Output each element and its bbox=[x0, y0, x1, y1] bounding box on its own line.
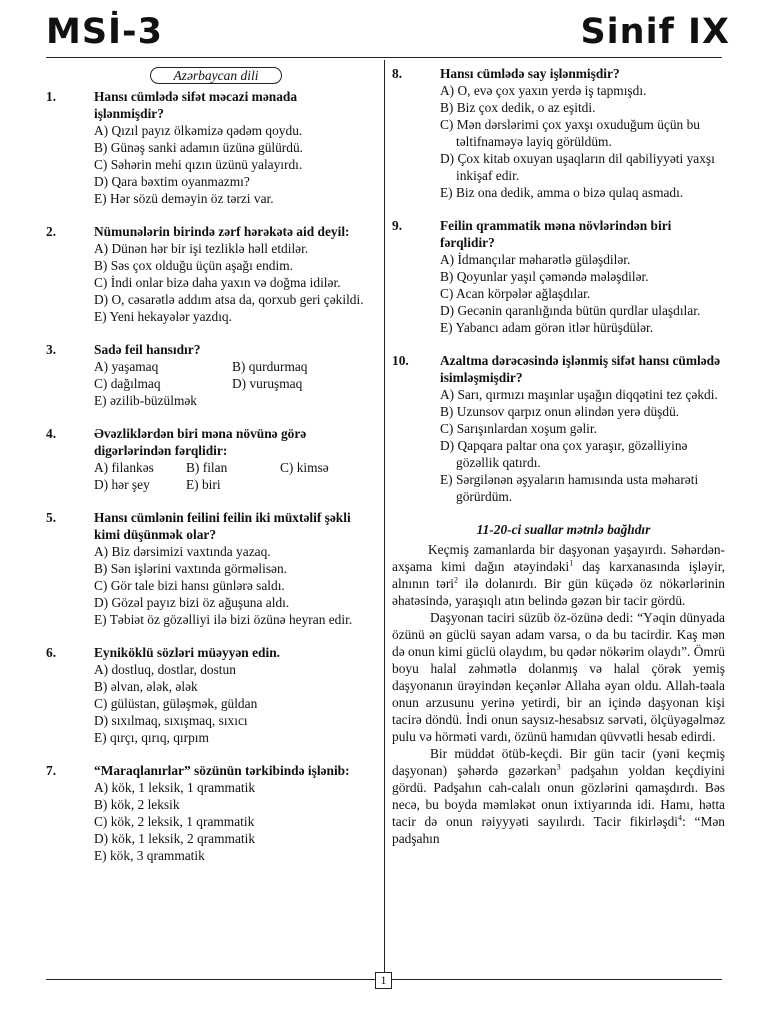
question-stem: Sadə feil hansıdır? bbox=[94, 342, 201, 357]
answer-option: E) Sərgilənən əşyaların hamısında usta məharəti görürdüm. bbox=[440, 472, 699, 504]
left-column bbox=[46, 65, 366, 880]
answer-option: A) yaşamaq bbox=[94, 359, 159, 374]
question-number: 8. bbox=[392, 66, 403, 81]
answer-option: E) Yabancı adam görən itlər hürüşdülər. bbox=[440, 320, 654, 335]
question-stem: “Maraqlanırlar” sözünün tərkibində işlənib: bbox=[94, 763, 350, 778]
answer-option: A) Qızıl payız ölkəmizə qədəm qoydu. bbox=[94, 123, 303, 138]
answer-option: A) Dünən hər bir işi tezliklə həll etdilər. bbox=[94, 241, 309, 256]
passage-paragraph: Daşyonan taciri süzüb öz-özünə dedi: “Yəqin dünyada özünü ən güclü sayan adam varsa, o da bu tacirdir. Kaş mən də onun kimi güclü olaydım, bu qədər nökərim olaydı”. Ömrü boyu halal zəhmətlə dolanmış və halal çörək yemiş daşyonanın ürəyindən keçənlər Allaha əyan oldu. Allah-təala onun arzusunu yerinə yetirdi, bir an içində daşyonan kişi tacirə döndü. İndi onun saysız-hesabsız sərvəti, ölçüyəgəlməz pulu və hörməti vardı, özünü hamıdan qüvvətli hesab edirdi. bbox=[392, 610, 725, 744]
subject-label: Azərbaycan dili bbox=[150, 67, 282, 84]
question-number: 6. bbox=[46, 645, 57, 660]
answer-option: D) kök, 1 leksik, 2 qrammatik bbox=[94, 831, 256, 846]
answer-option: E) qırçı, qırıq, qırpım bbox=[94, 730, 209, 745]
answer-option: D) hər şey bbox=[94, 477, 150, 492]
answer-option: B) Səs çox olduğu üçün aşağı endim. bbox=[94, 258, 293, 273]
question-number: 4. bbox=[46, 426, 57, 441]
test-code-header: MSİ-3 bbox=[46, 12, 163, 52]
question-stem: Hansı cümlənin feilini feilin iki müxtəlif şəkli kimi düşünmək olar? bbox=[94, 510, 351, 542]
question-number: 9. bbox=[392, 218, 403, 233]
answer-option: A) O, evə çox yaxın yerdə iş tapmışdı. bbox=[440, 83, 647, 98]
right-column bbox=[392, 65, 725, 847]
question-stem: Hansı cümlədə sifət məcazi mənada işlənmişdir? bbox=[94, 89, 298, 121]
answer-option: A) filankəs bbox=[94, 460, 154, 475]
grade-header: Sinif IX bbox=[580, 12, 730, 52]
answer-option: A) kök, 1 leksik, 1 qrammatik bbox=[94, 780, 256, 795]
footnote-marker: 1 bbox=[569, 558, 574, 568]
question-stem: Hansı cümlədə say işlənmişdir? bbox=[440, 66, 620, 81]
question-9 bbox=[392, 217, 725, 336]
answer-option: B) Biz çox dedik, o az eşitdi. bbox=[440, 100, 596, 115]
answer-option: C) Səhərin mehi qızın üzünü yalayırdı. bbox=[94, 157, 303, 172]
question-6 bbox=[46, 644, 366, 746]
question-2 bbox=[46, 223, 366, 325]
answer-option: B) əlvan, ələk, ələk bbox=[94, 679, 198, 694]
answer-option: D) Qara bəxtim oyanmazmı? bbox=[94, 174, 250, 189]
answer-option: E) kök, 3 qrammatik bbox=[94, 848, 205, 863]
passage-paragraph: Bir müddət ötüb-keçdi. Bir gün tacir (yəni keçmiş daşyonan) şəhərdə gəzərkən$^3$ padşahın yoldan keçdiyini gördü. Padşahın cah-calalı onun gözlərini qamaşdırdı. Bəs necə, bu boyda məmləkət onun ixtiyarında idi. Hamı, hətta tacir də onun rəiyyyəti sayılırdı. Tacir fikirləşdi$^4$: “Mən padşahın bbox=[392, 746, 725, 846]
answer-option: C) gülüstan, güləşmək, güldan bbox=[94, 696, 258, 711]
answer-option: E) Hər sözü deməyin öz tərzi var. bbox=[94, 191, 274, 206]
passage-paragraph: Keçmiş zamanlarda bir daşyonan yaşayırdı. Səhərdən-axşama kimi dağın ətəyindəki$^1$ daş karxanasında işləyir, alnının təri$^2$ ilə dolanırdı. Bir gün küçədə öz nökərlərinin əhatəsində, yaraşıqlı atın belində gəzən bir tacir gördü. bbox=[392, 542, 725, 608]
question-stem: Əvəzliklərdən biri məna növünə görə digərlərindən fərqlidir: bbox=[94, 426, 307, 458]
header-divider bbox=[46, 57, 722, 58]
answer-option: B) Qoyunlar yaşıl çəməndə mələşdilər. bbox=[440, 269, 649, 284]
answer-option: A) Biz dərsimizi vaxtında yazaq. bbox=[94, 544, 271, 559]
footnote-marker: 4 bbox=[678, 813, 683, 823]
passage-title: 11-20-ci suallar mətnlə bağlıdır bbox=[476, 522, 651, 537]
answer-option: D) Gözəl payız bizi öz ağuşuna aldı. bbox=[94, 595, 290, 610]
question-7 bbox=[46, 762, 366, 864]
answer-option: C) Acan körpələr ağlaşdılar. bbox=[440, 286, 591, 301]
answer-option: E) Təbiət öz gözəlliyi ilə bizi özünə heyran edir. bbox=[94, 612, 353, 627]
answer-option: A) İdmançılar məharətlə güləşdilər. bbox=[440, 252, 631, 267]
answer-option: E) Yeni hekayələr yazdıq. bbox=[94, 309, 232, 324]
question-1 bbox=[46, 88, 366, 207]
question-number: 1. bbox=[46, 89, 57, 104]
question-4 bbox=[46, 425, 366, 493]
question-number: 2. bbox=[46, 224, 57, 239]
question-3 bbox=[46, 341, 366, 409]
footnote-marker: 3 bbox=[556, 762, 561, 772]
answer-option: C) kimsə bbox=[280, 460, 329, 475]
answer-option: C) Sarışınlardan xoşum gəlir. bbox=[440, 421, 597, 436]
question-5 bbox=[46, 509, 366, 628]
answer-option: D) vuruşmaq bbox=[232, 376, 303, 391]
question-number: 5. bbox=[46, 510, 57, 525]
answer-option: D) Qapqara paltar ona çox yaraşır, gözəlliyinə gözəllik qatırdı. bbox=[440, 438, 688, 470]
answer-option: B) qurdurmaq bbox=[232, 359, 308, 374]
answer-option: D) sıxılmaq, sıxışmaq, sıxıcı bbox=[94, 713, 248, 728]
page-number: 1 bbox=[375, 972, 392, 989]
answer-option: C) Gör tale bizi hansı günlərə saldı. bbox=[94, 578, 285, 593]
answer-option: C) dağılmaq bbox=[94, 376, 161, 391]
question-stem: Azaltma dərəcəsində işlənmiş sifət hansı cümlədə isimləşmişdir? bbox=[440, 353, 721, 385]
answer-option: B) kök, 2 leksik bbox=[94, 797, 180, 812]
answer-option: A) dostluq, dostlar, dostun bbox=[94, 662, 236, 677]
answer-option: B) Uzunsov qarpız onun əlindən yerə düşdü. bbox=[440, 404, 680, 419]
column-divider bbox=[384, 60, 385, 989]
answer-option: B) Günəş sanki adamın üzünə gülürdü. bbox=[94, 140, 303, 155]
answer-option: A) Sarı, qırmızı maşınlar uşağın diqqətini tez çəkdi. bbox=[440, 387, 718, 402]
question-stem: Feilin qrammatik məna növlərindən biri fərqlidir? bbox=[440, 218, 672, 250]
question-8 bbox=[392, 65, 725, 201]
answer-option: D) O, cəsarətlə addım atsa da, qorxub geri çəkildi. bbox=[94, 292, 364, 307]
reading-passage bbox=[392, 521, 725, 847]
question-stem: Nümunələrin birində zərf hərəkətə aid deyil: bbox=[94, 224, 350, 239]
question-number: 7. bbox=[46, 763, 57, 778]
answer-option: E) biri bbox=[186, 477, 221, 492]
question-10 bbox=[392, 352, 725, 505]
answer-option: C) İndi onlar bizə daha yaxın və doğma idilər. bbox=[94, 275, 341, 290]
question-number: 3. bbox=[46, 342, 57, 357]
footnote-marker: 2 bbox=[454, 575, 458, 585]
answer-option: E) Biz ona dedik, amma o bizə qulaq asmadı. bbox=[440, 185, 684, 200]
answer-option: C) kök, 2 leksik, 1 qrammatik bbox=[94, 814, 255, 829]
answer-option: B) filan bbox=[186, 460, 228, 475]
answer-option: C) Mən dərslərimi çox yaxşı oxuduğum üçün bu təltifnaməyə layiq görüldüm. bbox=[440, 117, 700, 149]
answer-option: B) Sən işlərini vaxtında görməlisən. bbox=[94, 561, 288, 576]
question-stem: Eyniköklü sözləri müəyyən edin. bbox=[94, 645, 281, 660]
question-number: 10. bbox=[392, 353, 409, 368]
answer-option: D) Gecənin qaranlığında bütün qurdlar ulaşdılar. bbox=[440, 303, 701, 318]
answer-option: D) Çox kitab oxuyan uşaqların dil qabiliyyəti yaxşı inkişaf edir. bbox=[440, 151, 715, 183]
answer-option: E) əzilib-büzülmək bbox=[94, 393, 197, 408]
